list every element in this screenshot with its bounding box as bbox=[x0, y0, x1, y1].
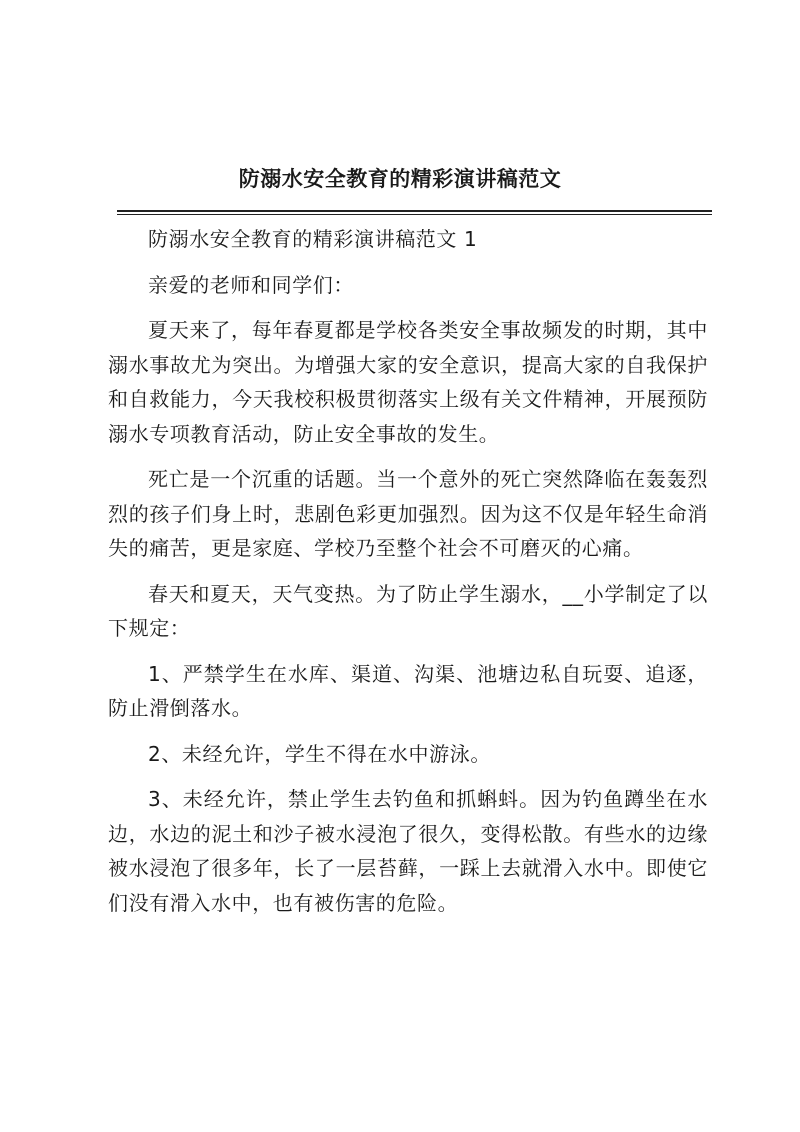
paragraph-greeting: 亲爱的老师和同学们： bbox=[148, 272, 354, 297]
paragraph-intro: 夏天来了，每年春夏都是学校各类安全事故频发的时期，其中溺水事故尤为突出。为增强大家的安全意识，提高大家的自我保护和自救能力，今天我校积极贯彻落实上级有关文件精神，开展预防溺水专项教育活动，防止安全事故的发生。 bbox=[108, 318, 708, 446]
title-rule-thick bbox=[117, 210, 712, 212]
paragraph-rule-2: 2、未经允许，学生不得在水中游泳。 bbox=[148, 741, 491, 766]
title-rule-thin bbox=[117, 214, 712, 215]
paragraph-rules-intro: 春天和夏天，天气变热。为了防止学生溺水，__小学制定了以下规定： bbox=[108, 581, 708, 640]
paragraph-rule-1: 1、严禁学生在水库、渠道、沟渠、池塘边私自玩耍、追逐，防止滑倒落水。 bbox=[108, 661, 708, 720]
document-title: 防溺水安全教育的精彩演讲稿范文 bbox=[238, 166, 562, 191]
document-body bbox=[108, 222, 708, 920]
paragraph-rule-3: 3、未经允许，禁止学生去钓鱼和抓蝌蚪。因为钓鱼蹲坐在水边，水边的泥土和沙子被水浸泡了很久，变得松散。有些水的边缘被水浸泡了很多年，长了一层苔藓，一踩上去就滑入水中。即使它们没有滑入水中，也有被伤害的危险。 bbox=[108, 787, 708, 915]
paragraph-death: 死亡是一个沉重的话题。当一个意外的死亡突然降临在轰轰烈烈的孩子们身上时，悲剧色彩更加强烈。因为这不仅是年轻生命消失的痛苦，更是家庭、学校乃至整个社会不可磨灭的心痛。 bbox=[108, 467, 708, 560]
paragraph-subtitle: 防溺水安全教育的精彩演讲稿范文 1 bbox=[148, 227, 478, 251]
